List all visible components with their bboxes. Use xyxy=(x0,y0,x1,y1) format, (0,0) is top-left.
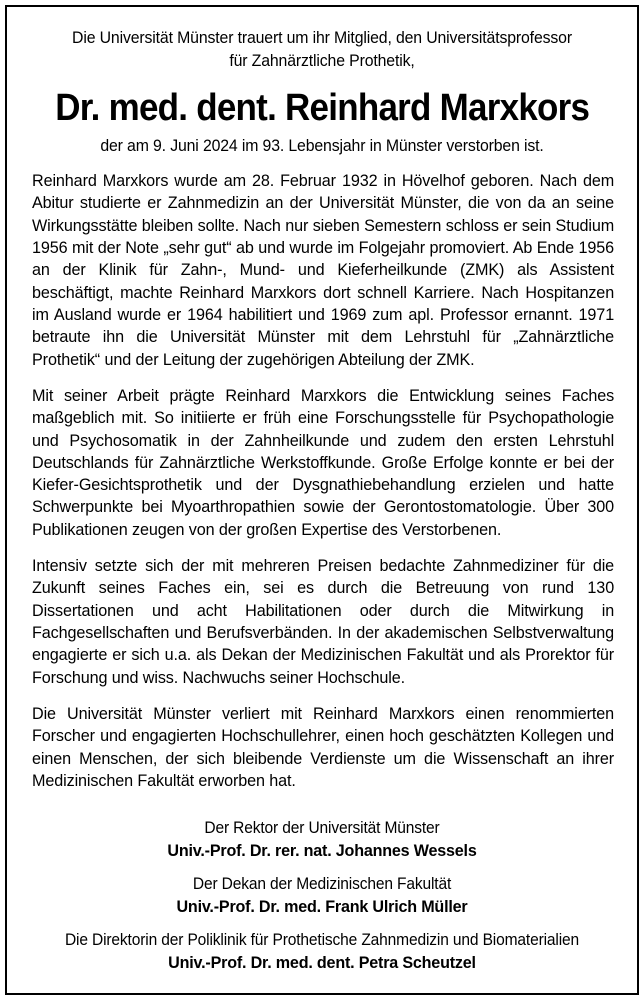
intro-text xyxy=(32,27,612,74)
obituary-notice xyxy=(5,5,639,995)
body-paragraph: Mit seiner Arbeit prägte Reinhard Marxkors die Entwicklung seines Faches maßgeblich mit. So initiierte er früh eine Forschungsstelle für Psychopathologie und Psychosomatik in der Zahnheilkunde und zudem den ersten Lehrstuhl Deutschlands für Zahnärztliche Werkstoffkunde. Große Erfolge konnte er bei der Kiefer-Gesichtsprothetik und der Dysgnathiebehandlung erzielen und hatte Schwerpunkte bei Myoarthropathien sowie der Gerontostomatologie. Über 300 Publikationen zeugen von der großen Expertise des Verstorbenen. xyxy=(32,385,615,539)
body-paragraph: Reinhard Marxkors wurde am 28. Februar 1932 in Hövelhof geboren. Nach dem Abitur studierte er Zahnmedizin an der Universität Münster, die von da an seine Wirkungsstätte bleiben sollte. Nach nur sieben Semestern schloss er sein Studium 1956 mit der Note „sehr gut“ ab und wurde im Folgejahr promoviert. Ab Ende 1956 an der Klinik für Zahn-, Mund- und Kieferheilkunde (ZMK) als Assistent beschäftigt, machte Reinhard Marxkors dort schnell Karriere. Nach Hospitanzen im Ausland wurde er 1964 habilitiert und 1969 zum apl. Professor ernannt. 1971 betraute ihn die Universität Münster mit dem Lehrstuhl für „Zahnärztliche Prothetik“ und der Leitung der zugehörigen Abteilung der ZMK. xyxy=(32,171,615,369)
obituary-body xyxy=(32,170,614,792)
signatory xyxy=(44,818,601,862)
intro-line-2: für Zahnärztliche Prothetik, xyxy=(229,52,415,71)
deceased-name: Dr. med. dent. Reinhard Marxkors xyxy=(55,86,590,129)
signatory-role: Die Direktorin der Poliklinik für Prothetische Zahnmedizin und Biomaterialien xyxy=(64,930,580,949)
signatory-role: Der Rektor der Universität Münster xyxy=(204,819,440,838)
body-paragraph: Intensiv setzte sich der mit mehreren Preisen bedachte Zahnmediziner für die Zukunft seines Faches ein, sei es durch die Betreuung von rund 130 Dissertationen und acht Habilitationen oder durch die Mitwirkung in Fachgesellschaften und Berufsverbänden. In der akademischen Selbstverwaltung engagierte er sich u.a. als Dekan der Medizinischen Fakultät und als Prorektor für Forschung und wiss. Nachwuchs seiner Hochschule. xyxy=(32,556,615,687)
signature-block xyxy=(32,818,612,974)
signatory xyxy=(44,874,601,918)
signatory-name: Univ.-Prof. Dr. med. dent. Petra Scheutzel xyxy=(168,952,476,972)
signatory-name: Univ.-Prof. Dr. med. Frank Ulrich Müller xyxy=(176,896,468,916)
notice-content xyxy=(7,7,637,974)
death-line: der am 9. Juni 2024 im 93. Lebensjahr in Münster verstorben ist. xyxy=(100,136,544,155)
body-paragraph: Die Universität Münster verliert mit Reinhard Marxkors einen renommierten Forscher und engagierten Hochschullehrer, einen hoch geschätzten Kollegen und einen Menschen, der sich bleibende Verdienste um die Wissenschaft an ihrer Medizinischen Fakultät erworben hat. xyxy=(32,703,615,790)
signatory-role: Der Dekan der Medizinischen Fakultät xyxy=(192,875,452,894)
intro-line-1: Die Universität Münster trauert um ihr Mitglied, den Universitätsprofessor xyxy=(72,29,572,47)
signatory xyxy=(44,930,601,974)
signatory-name: Univ.-Prof. Dr. rer. nat. Johannes Wessels xyxy=(167,840,477,860)
